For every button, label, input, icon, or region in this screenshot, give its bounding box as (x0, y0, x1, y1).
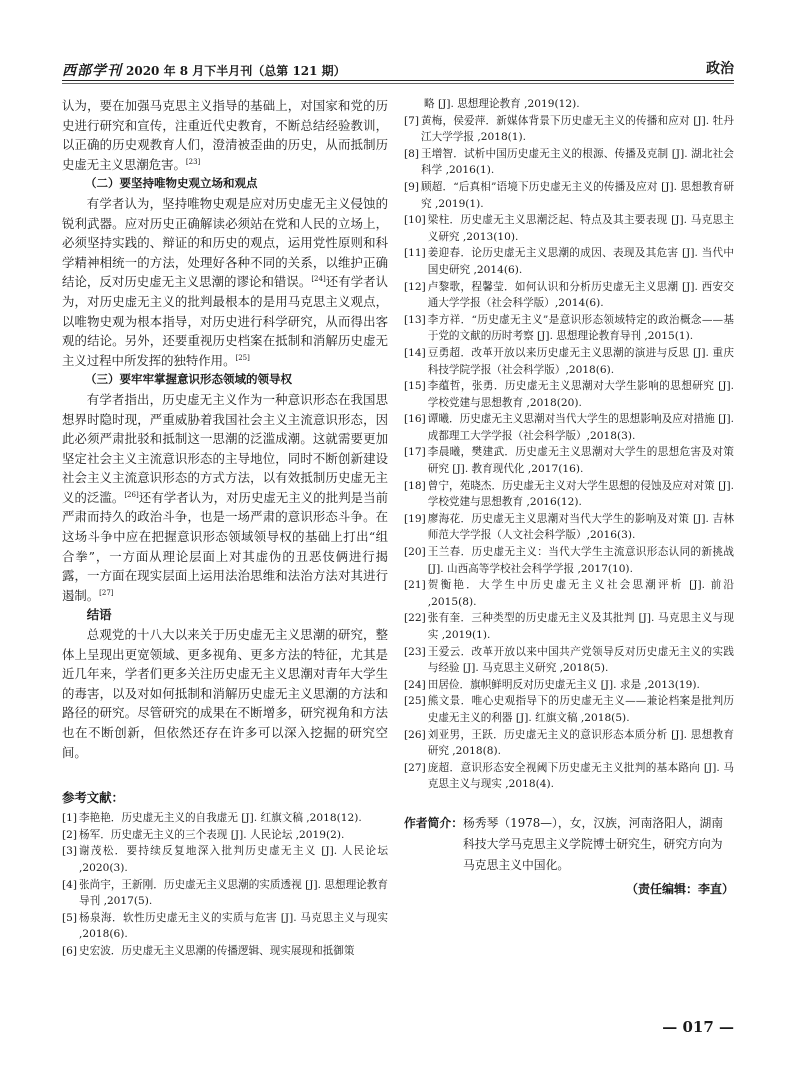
reference-item: [9] 顾超．“后真相”语境下历史虚无主义的传播及应对 [J]. 思想教育研究 ,2019(1). (404, 180, 734, 210)
reference-item: [15] 李蕴哲，张勇．历史虚无主义思潮对大学生影响的思想研究 [J]. 学校党建与思想教育 ,2018(20). (404, 380, 734, 409)
header-rule (62, 80, 734, 81)
citation: [25] (235, 353, 250, 362)
reference-item: [12] 卢黎歌，程馨莹．如何认识和分析历史虚无主义思潮 [J]. 西安交通大学学报（社会科学版）,2014(6). (404, 280, 734, 310)
reference-item: [1] 李艳艳．历史虚无主义的自我虚无 [J]. 红旗文稿 ,2018(12). (62, 812, 362, 825)
reference-item: [7] 黄梅，侯爱萍．新媒体背景下历史虚无主义的传播和应对 [J]. 牡丹江大学学报 ,2018(1). (404, 114, 734, 144)
reference-item: [25] 熊文景．唯心史观指导下的历史虚无主义——兼论档案是批判历史虚无主义的利器 [J]. 红旗文稿 ,2018(5). (404, 695, 734, 724)
reference-item: [19] 廖海花．历史虚无主义思潮对当代大学生的影响及对策 [J]. 吉林师范大学学报（人文社会科学版）,2016(3). (404, 512, 734, 542)
reference-item: [3] 谢茂松．要持续反复地深入批判历史虚无主义 [J]. 人民论坛 ,2020(3). (62, 845, 388, 874)
subsection-heading: （三）要牢牢掌握意识形态领域的领导权 (85, 372, 292, 387)
paragraph: 有学者指出，历史虚无主义作为一种意识形态在我国思想界时隐时现，严重威胁着我国社会主义主流意识形态，因此必须严肃批驳和抵制这一思潮的泛滥成潮。这就需要更加坚定社会主义主流意识形态的主导地位，同时不断创新建设社会主义主流意识形态的方式方法，以有效抵制历史虚无主义的泛滥。[26]还有学者认为，对历史虚无主义的批判是当前严肃而持久的政治斗争，也是一场严肃的意识形态斗争。在这场斗争中应在把握意识形态领域领导权的基础上打出“组合拳”，一方面从理论层面上对其虚伪的丑恶伎俩进行揭露，一方面在现实层面上运用法治思维和法治方法对其进行遏制。[27] (62, 391, 389, 603)
reference-item: [2] 杨军．历史虚无主义的三个表现 [J]. 人民论坛 ,2019(2). (62, 828, 345, 841)
reference-item: [20] 王兰春．历史虚无主义：当代大学生主流意识形态认同的新挑战 [J]. 山西高等学校社会科学学报 ,2017(10). (404, 546, 734, 575)
journal-logo: 西部学刊 (62, 63, 122, 79)
reference-item: [24] 田居俭．旗帜鲜明反对历史虚无主义 [J]. 求是 ,2013(19). (404, 678, 700, 691)
paragraph: 有学者认为，坚持唯物史观是应对历史虚无主义侵蚀的锐利武器。应对历史正确解读必须站在党和人民的立场上，必须坚持实践的、辩证的和历史的观点，运用党性原则和科学精神相统一的方法，处理好各种不同的关系，以维护正确结论，反对历史虚无主义思潮的谬论和错误。[24]还有学者认为，对历史虚无主义的批判最根本的是用马克思主义观点，以唯物史观为根本指导，对历史进行科学研究，从而得出客观的结论。另外，还要重视历史档案在抵制和消解历史虚无主义过程中所发挥的独特作用。[25] (62, 195, 389, 368)
paragraph: 认为，要在加强马克思主义指导的基础上，对国家和党的历史进行研究和宣传，注重近代史教育，不断总结经验教训，以正确的历史观教育人们，澄清被歪曲的历史，从而抵制历史虚无主义思潮危害。[23] (62, 98, 388, 172)
reference-item: [4] 张尚宇，王新刚．历史虚无主义思潮的实质透视 [J]. 思想理论教育导刊 ,2017(5). (62, 878, 388, 908)
reference-item: [14] 豆勇超．改革开放以来历史虚无主义思潮的演进与反思 [J]. 重庆科技学院学报（社会科学版）,2018(6). (404, 346, 734, 376)
reference-item: [22] 张有奎．三种类型的历史虚无主义及其批判 [J]. 马克思主义与现实 ,2019(1). (404, 612, 734, 641)
page-number: — 017 — (662, 1018, 734, 1036)
citation: [23] (185, 157, 201, 166)
editor-credit: （责任编辑：李直） (625, 881, 734, 896)
reference-item-continued: 略 [J]. 思想理论教育 ,2019(12). (424, 98, 580, 110)
issue-info: 2020 年 8 月下半月刊（总第 121 期） (126, 64, 346, 78)
reference-item: [8] 王增智．试析中国历史虚无主义的根源、传播及克制 [J]. 湖北社会科学 ,2016(1). (404, 147, 734, 177)
reference-item: [21] 贺衡艳．大学生中历史虚无主义社会思潮评析 [J]. 前沿 ,2015(8). (404, 579, 734, 608)
reference-item: [23] 王爱云．改革开放以来中国共产党领导反对历史虚无主义的实践与经验 [J]. 马克思主义研究 ,2018(5). (404, 645, 734, 675)
reference-list (62, 810, 388, 959)
reference-item: [13] 李方祥．“历史虚无主义”是意识形态领域特定的政治概念——基于党的文献的历时考察 [J]. 思想理论教育导刊 ,2015(1). (404, 313, 734, 343)
citation: [27] (99, 588, 114, 597)
citation: [24] (311, 275, 326, 284)
author-bio-label: 作者简介： (404, 815, 463, 830)
reference-item: [6] 史宏波．历史虚无主义思潮的传播逻辑、现实展现和抵御策 (62, 944, 355, 957)
reference-item: [18] 曾宁，苑晓杰．历史虚无主义对大学生思想的侵蚀及应对对策 [J]. 学校党建与思想教育 ,2016(12). (404, 479, 734, 509)
reference-item: [27] 庞超．意识形态安全视阈下历史虚无主义批判的基本路向 [J]. 马克思主义与现实 ,2018(4). (404, 761, 734, 791)
reference-item: [17] 李晨曦，樊建武．历史虚无主义思潮对大学生的思想危害及对策研究 [J]. 教育现代化 ,2017(16). (404, 446, 734, 476)
reference-item: [10] 梁柱．历史虚无主义思潮泛起、特点及其主要表现 [J]. 马克思主义研究 ,2013(10). (404, 214, 734, 243)
subsection-heading: （二）要坚持唯物史观立场和观点 (85, 176, 258, 191)
reference-item: [26] 刘亚男，王跃．历史虚无主义的意识形态本质分析 [J]. 思想教育研究 ,2018(8). (404, 728, 734, 758)
right-column (404, 96, 734, 897)
author-bio (404, 813, 734, 876)
citation: [26] (124, 490, 139, 499)
header-rule-thin (62, 83, 734, 84)
reference-item: [16] 谭曦．历史虚无主义思潮对当代大学生的思想影响及应对措施 [J]. 成都理工大学学报（社会科学版）,2018(3). (404, 413, 734, 442)
author-bio-text: 杨秀琴（1978—），女，汉族，河南洛阳人，湖南科技大学马克思主义学院博士研究生，研究方向为马克思主义中国化。 (463, 815, 724, 872)
section-name: 政治 (706, 61, 734, 77)
running-header (62, 56, 734, 84)
reference-item: [11] 姜迎春．论历史虚无主义思潮的成因、表现及其危害 [J]. 当代中国史研究 ,2014(6). (404, 247, 734, 276)
conclusion-heading: 结语 (86, 607, 112, 623)
left-column (62, 96, 388, 960)
paragraph: 总观党的十八大以来关于历史虚无主义思潮的研究，整体上呈现出更宽领域、更多视角、更多方法的特征，尤其是近几年来，学者们更多关注历史虚无主义思潮对青年大学生的毒害，以及对如何抵制和消解历史虚无主义思潮的方法和路径的研究。尽管研究的成果在不断增多，研究视角和方法也在不断创新，但依然还存在许多可以深入挖掘的研究空间。 (62, 627, 388, 760)
references-heading: 参考文献： (62, 790, 124, 806)
reference-item: [5] 杨泉海．软性历史虚无主义的实质与危害 [J]. 马克思主义与现实 ,2018(6). (62, 911, 388, 941)
journal-issue (62, 60, 346, 80)
